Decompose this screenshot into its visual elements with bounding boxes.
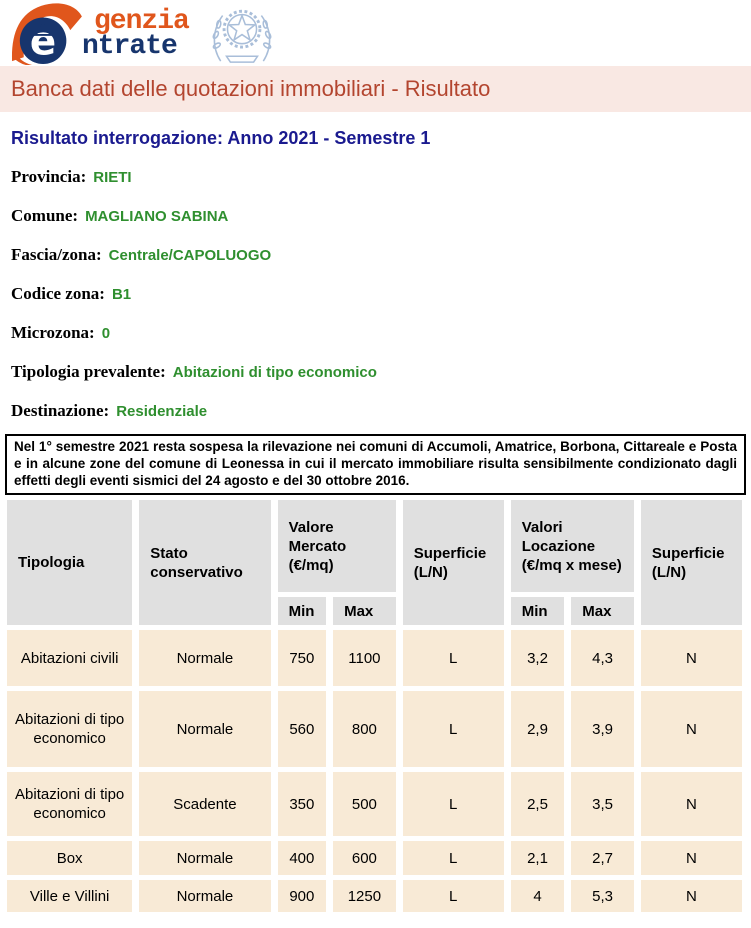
col-header-superficie-locazione: Superficie (L/N): [641, 500, 742, 625]
field-label: Codice zona:: [11, 284, 105, 303]
table-cell: N: [641, 841, 742, 875]
table-cell: Abitazioni di tipo economico: [7, 772, 132, 836]
table-row: [7, 691, 742, 767]
col-header-stato-conservativo: Stato conservativo: [139, 500, 270, 625]
logo-word-agenzia: genzia: [94, 6, 189, 37]
table-cell: 600: [333, 841, 396, 875]
field-label: Destinazione:: [11, 401, 110, 420]
table-cell: Normale: [139, 691, 270, 767]
logo-wordmark: [82, 6, 189, 62]
table-row: [7, 880, 742, 912]
agenzia-entrate-logo[interactable]: [8, 1, 189, 65]
table-cell: L: [403, 841, 504, 875]
table-cell: 750: [278, 630, 326, 686]
table-row: [7, 772, 742, 836]
field-label: Microzona:: [11, 323, 95, 342]
col-header-locazione-max: Max: [571, 597, 634, 625]
table-header-row: [7, 500, 742, 592]
table-cell: L: [403, 772, 504, 836]
table-cell: 900: [278, 880, 326, 912]
table-cell: 800: [333, 691, 396, 767]
field-destinazione: [11, 383, 751, 422]
table-cell: 3,2: [511, 630, 565, 686]
table-cell: 350: [278, 772, 326, 836]
field-value: B1: [111, 286, 132, 303]
col-header-valore-mercato: Valore Mercato (€/mq): [278, 500, 396, 592]
col-header-locazione-min: Min: [511, 597, 565, 625]
field-value: Residenziale: [116, 403, 208, 420]
field-provincia: [11, 149, 751, 188]
field-comune: [11, 188, 751, 227]
field-label: Fascia/zona:: [11, 245, 102, 264]
table-cell: 4: [511, 880, 565, 912]
field-value: RIETI: [93, 169, 132, 186]
table-cell: 2,9: [511, 691, 565, 767]
field-microzona: [11, 305, 751, 344]
table-cell: L: [403, 630, 504, 686]
table-cell: Ville e Villini: [7, 880, 132, 912]
table-cell: 1250: [333, 880, 396, 912]
table-header: [7, 500, 742, 625]
table-cell: 3,5: [571, 772, 634, 836]
table-cell: 3,9: [571, 691, 634, 767]
field-value: Abitazioni di tipo economico: [172, 364, 377, 381]
svg-text:e: e: [29, 19, 57, 65]
result-section: [0, 128, 751, 917]
italian-republic-emblem-icon: [205, 3, 279, 65]
table-cell: N: [641, 880, 742, 912]
table-cell: Box: [7, 841, 132, 875]
table-cell: N: [641, 691, 742, 767]
agenzia-entrate-e-mark-icon: [8, 1, 84, 65]
col-header-valori-locazione: Valori Locazione (€/mq x mese): [511, 500, 634, 592]
col-header-tipologia: Tipologia: [7, 500, 132, 625]
field-value: 0: [101, 325, 111, 342]
table-cell: N: [641, 772, 742, 836]
table-cell: 500: [333, 772, 396, 836]
table-cell: L: [403, 880, 504, 912]
table-cell: Abitazioni di tipo economico: [7, 691, 132, 767]
field-value: Centrale/CAPOLUOGO: [108, 247, 272, 264]
table-cell: Normale: [139, 841, 270, 875]
page-header: [0, 0, 751, 64]
quotations-table: [0, 495, 749, 917]
result-heading: Risultato interrogazione: Anno 2021 - Semestre 1: [11, 128, 431, 148]
col-header-mercato-min: Min: [278, 597, 326, 625]
table-cell: Normale: [139, 630, 270, 686]
page-banner: [0, 66, 751, 112]
table-cell: 2,1: [511, 841, 565, 875]
table-cell: 560: [278, 691, 326, 767]
table-cell: 1100: [333, 630, 396, 686]
col-header-mercato-max: Max: [333, 597, 396, 625]
field-codice-zona: [11, 266, 751, 305]
field-label: Provincia:: [11, 167, 87, 186]
field-fascia-zona: [11, 227, 751, 266]
table-row: [7, 630, 742, 686]
table-cell: 2,7: [571, 841, 634, 875]
seismic-notice: Nel 1° semestre 2021 resta sospesa la rilevazione nei comuni di Accumoli, Amatrice, Borbona, Cittareale e Posta e in alcune zone del comune di Leonessa in cui il mercato immobiliare risulta sensibilmente condizionato dagli effetti degli eventi sismici del 24 agosto e del 30 ottobre 2016.: [5, 434, 746, 495]
table-cell: Normale: [139, 880, 270, 912]
field-tipologia-prevalente: [11, 344, 751, 383]
table-cell: L: [403, 691, 504, 767]
logo-word-entrate: ntrate: [82, 31, 177, 62]
table-cell: Abitazioni civili: [7, 630, 132, 686]
page-title: Banca dati delle quotazioni immobiliari - Risultato: [11, 76, 491, 101]
field-label: Comune:: [11, 206, 79, 225]
col-header-superficie-mercato: Superficie (L/N): [403, 500, 504, 625]
table-cell: 2,5: [511, 772, 565, 836]
table-cell: 400: [278, 841, 326, 875]
table-cell: 5,3: [571, 880, 634, 912]
table-row: [7, 841, 742, 875]
table-cell: N: [641, 630, 742, 686]
field-value: MAGLIANO SABINA: [85, 208, 229, 225]
table-cell: 4,3: [571, 630, 634, 686]
table-cell: Scadente: [139, 772, 270, 836]
field-label: Tipologia prevalente:: [11, 362, 166, 381]
